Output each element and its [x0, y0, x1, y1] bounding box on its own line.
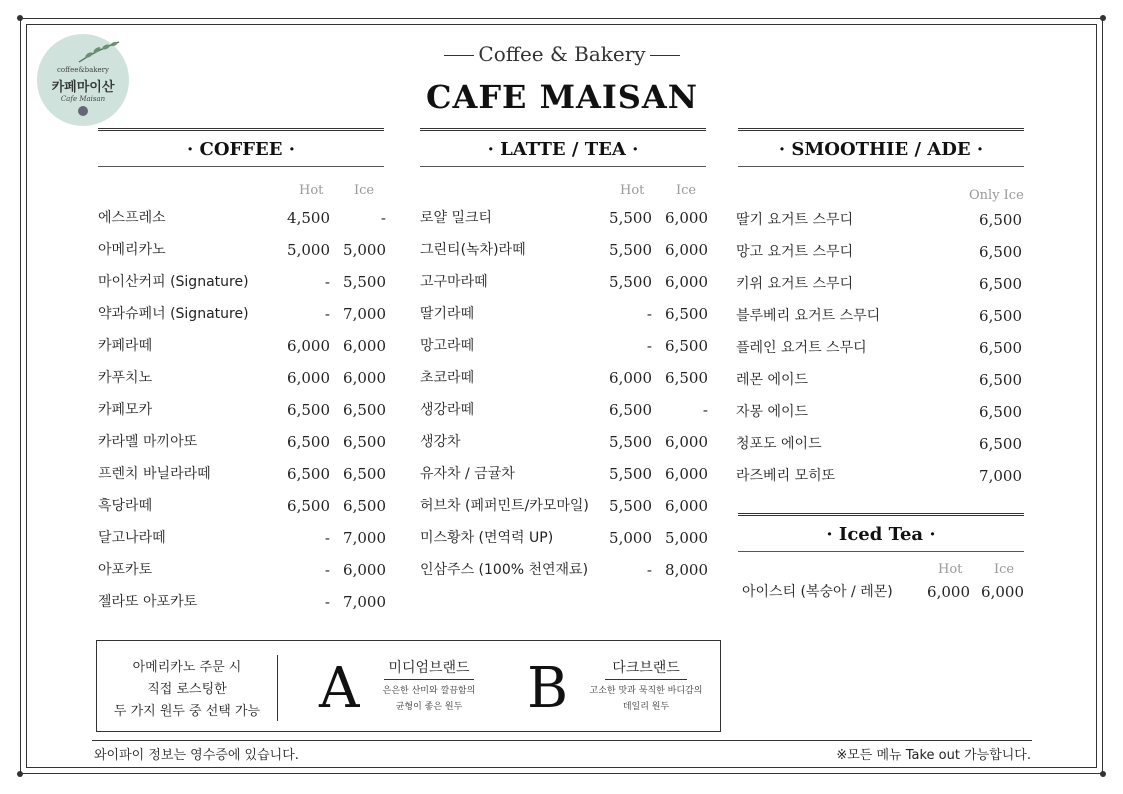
menu-item-name: 플레인 요거트 스무디 — [736, 340, 867, 356]
price-hot: 6,500 — [287, 433, 330, 451]
menu-item-name: 키위 요거트 스무디 — [736, 276, 854, 292]
menu-item — [98, 590, 388, 614]
price-ice: 7,000 — [979, 467, 1022, 485]
price-ice: - — [702, 401, 708, 419]
corner-dot — [17, 15, 23, 21]
page-title: CAFE MAISAN — [426, 78, 698, 116]
price-hot: - — [646, 561, 652, 579]
price-hot: 6,500 — [287, 401, 330, 419]
footer-divider — [92, 740, 1032, 741]
menu-item-name: 딸기 요거트 스무디 — [736, 212, 854, 228]
price-hot: - — [324, 305, 330, 323]
divider — [738, 551, 1024, 552]
menu-item-name: 딸기라떼 — [420, 306, 475, 322]
coffee-col-ice: Ice — [354, 183, 375, 198]
menu-item — [736, 208, 1024, 232]
price-ice: - — [380, 209, 386, 227]
bean-a-letter: A — [319, 656, 360, 721]
menu-item — [420, 526, 710, 550]
menu-item — [420, 302, 710, 326]
divider — [650, 55, 680, 56]
menu-item-name: 마이산커피 (Signature) — [98, 274, 249, 290]
menu-item-name: 카페모카 — [98, 402, 153, 418]
divider — [738, 166, 1024, 167]
menu-item — [736, 304, 1024, 328]
menu-item — [736, 336, 1024, 360]
price-ice: 6,500 — [979, 371, 1022, 389]
iced-tea-col-hot: Hot — [938, 562, 963, 577]
price-ice: 5,000 — [665, 529, 708, 547]
menu-item — [98, 526, 388, 550]
menu-item — [98, 398, 388, 422]
menu-item — [420, 270, 710, 294]
price-ice: 6,500 — [343, 497, 386, 515]
logo-small-text: coffee&bakery — [57, 66, 109, 74]
price-ice: 6,500 — [979, 403, 1022, 421]
price-hot: 5,000 — [609, 529, 652, 547]
coffee-col-hot: Hot — [299, 183, 324, 198]
price-ice: 6,500 — [979, 307, 1022, 325]
subtitle-text: Coffee & Bakery — [478, 42, 646, 66]
price-ice: 6,000 — [665, 273, 708, 291]
cafe-logo — [37, 34, 129, 126]
menu-item-name: 레몬 에이드 — [736, 372, 809, 388]
smoothie-section-title: · SMOOTHIE / ADE · — [778, 139, 984, 160]
coffee-section-title: · COFFEE · — [186, 139, 296, 160]
bean-b-letter: B — [527, 656, 569, 721]
latte-section-header — [420, 128, 706, 167]
logo-badge-icon — [78, 106, 88, 116]
info-line: 아메리카노 주문 시 — [132, 660, 242, 675]
menu-item — [420, 238, 710, 262]
price-ice: 6,000 — [981, 583, 1024, 601]
price-ice: 5,500 — [343, 273, 386, 291]
menu-item-name: 약과슈페너 (Signature) — [98, 306, 249, 322]
price-hot: 5,500 — [609, 273, 652, 291]
menu-item-name: 망고 요거트 스무디 — [736, 244, 854, 260]
bean-b-title: 다크브랜드 — [605, 657, 687, 680]
menu-item — [736, 400, 1024, 424]
iced-tea-section-title: · Iced Tea · — [826, 524, 936, 545]
price-ice: 6,500 — [979, 339, 1022, 357]
divider — [277, 655, 278, 721]
menu-item-name: 블루베리 요거트 스무디 — [736, 308, 881, 324]
menu-item-name: 허브차 (페퍼민트/카모마일) — [420, 498, 589, 514]
corner-dot — [17, 771, 23, 777]
menu-item — [736, 432, 1024, 456]
menu-item — [98, 430, 388, 454]
price-ice: 7,000 — [343, 529, 386, 547]
menu-item — [98, 494, 388, 518]
menu-item — [98, 462, 388, 486]
menu-item — [98, 366, 388, 390]
menu-item — [736, 464, 1024, 488]
price-hot: 6,000 — [609, 369, 652, 387]
menu-item — [736, 240, 1024, 264]
desc-line: 균형이 좋은 원두 — [395, 702, 463, 712]
menu-item-name: 망고라떼 — [420, 338, 475, 354]
price-hot: 5,500 — [609, 497, 652, 515]
menu-item-name: 자몽 에이드 — [736, 404, 809, 420]
price-ice: 6,500 — [979, 435, 1022, 453]
desc-line: 데일리 원두 — [622, 702, 670, 712]
price-ice: 7,000 — [343, 305, 386, 323]
price-hot: 5,500 — [609, 241, 652, 259]
menu-item-name: 미스황차 (면역력 UP) — [420, 530, 554, 546]
price-hot: - — [324, 273, 330, 291]
price-hot: 6,000 — [287, 337, 330, 355]
menu-item — [420, 462, 710, 486]
price-ice: 6,000 — [665, 209, 708, 227]
price-hot: 6,500 — [287, 497, 330, 515]
menu-item — [420, 398, 710, 422]
menu-item-name: 고구마라떼 — [420, 274, 488, 290]
desc-line: 고소한 맛과 묵직한 바디감의 — [589, 686, 703, 696]
menu-item-name: 흑당라떼 — [98, 498, 153, 514]
iced-tea-section-header — [738, 513, 1024, 552]
price-ice: 6,500 — [979, 275, 1022, 293]
price-ice: 8,000 — [665, 561, 708, 579]
price-hot: 5,500 — [609, 433, 652, 451]
price-hot: 5,500 — [609, 209, 652, 227]
desc-line: 은은한 산미와 깔끔함의 — [382, 686, 476, 696]
bean-a-title: 미디엄브랜드 — [384, 657, 474, 680]
menu-item — [420, 558, 710, 582]
menu-item — [98, 206, 388, 230]
menu-item-name: 유자차 / 금귤차 — [420, 466, 515, 482]
menu-item-name: 카페라떼 — [98, 338, 153, 354]
price-hot: - — [646, 305, 652, 323]
iced-tea-col-ice: Ice — [994, 562, 1015, 577]
menu-item — [420, 366, 710, 390]
menu-item — [736, 272, 1024, 296]
price-hot: - — [324, 593, 330, 611]
price-ice: 6,500 — [343, 401, 386, 419]
menu-item-name: 아포카토 — [98, 562, 153, 578]
price-ice: 6,000 — [665, 497, 708, 515]
info-line: 두 가지 원두 중 선택 가능 — [113, 704, 261, 719]
price-ice: 5,000 — [343, 241, 386, 259]
price-ice: 6,500 — [665, 337, 708, 355]
latte-col-ice: Ice — [676, 183, 697, 198]
corner-dot — [1100, 15, 1106, 21]
price-ice: 6,000 — [665, 465, 708, 483]
coffee-section-header — [98, 128, 384, 167]
latte-section-title: · LATTE / TEA · — [487, 139, 639, 160]
price-ice: 6,000 — [665, 241, 708, 259]
menu-item — [420, 206, 710, 230]
price-ice: 6,500 — [979, 243, 1022, 261]
menu-item — [420, 430, 710, 454]
menu-item-name: 젤라또 아포카토 — [98, 594, 198, 610]
menu-item-name: 카라멜 마끼아또 — [98, 434, 198, 450]
menu-item — [98, 558, 388, 582]
price-hot: 4,500 — [287, 209, 330, 227]
menu-item — [98, 302, 388, 326]
price-hot: - — [646, 337, 652, 355]
menu-item-name: 프렌치 바닐라라떼 — [98, 466, 211, 482]
menu-item — [98, 238, 388, 262]
price-ice: 6,500 — [665, 305, 708, 323]
menu-item-name: 에스프레소 — [98, 210, 166, 226]
price-ice: 6,500 — [343, 465, 386, 483]
logo-main-text: 카페마이산 — [51, 80, 115, 95]
leaf-icon — [77, 40, 121, 64]
divider — [420, 166, 706, 167]
smoothie-section-header — [738, 128, 1024, 167]
menu-item-name: 아메리카노 — [98, 242, 166, 258]
price-ice: 6,000 — [665, 433, 708, 451]
menu-item-name: 생강차 — [420, 434, 461, 450]
price-hot: - — [324, 561, 330, 579]
menu-item-name: 초코라떼 — [420, 370, 475, 386]
menu-item-name: 달고나라떼 — [98, 530, 166, 546]
takeout-note: ※모든 메뉴 Take out 가능합니다. — [836, 748, 1031, 763]
price-ice: 7,000 — [343, 593, 386, 611]
smoothie-col-only-ice: Only Ice — [969, 188, 1024, 203]
divider — [98, 166, 384, 167]
menu-item-name: 청포도 에이드 — [736, 436, 822, 452]
price-ice: 6,500 — [343, 433, 386, 451]
menu-item-name: 인삼주스 (100% 천연재료) — [420, 562, 589, 578]
menu-item-name: 카푸치노 — [98, 370, 153, 386]
info-line: 직접 로스팅한 — [147, 682, 227, 697]
menu-item — [420, 334, 710, 358]
bean-info-box — [96, 640, 721, 732]
menu-item-name: 생강라떼 — [420, 402, 475, 418]
price-ice: 6,500 — [665, 369, 708, 387]
price-ice: 6,000 — [343, 337, 386, 355]
corner-dot — [1100, 771, 1106, 777]
menu-item-name: 로얄 밀크티 — [420, 210, 493, 226]
price-hot: - — [324, 529, 330, 547]
wifi-note: 와이파이 정보는 영수증에 있습니다. — [94, 748, 299, 763]
price-hot: 5,500 — [609, 465, 652, 483]
menu-item — [98, 334, 388, 358]
price-hot: 6,000 — [927, 583, 970, 601]
menu-item — [98, 270, 388, 294]
menu-item-name: 그린티(녹차)라떼 — [420, 242, 526, 258]
header-subtitle — [412, 42, 712, 66]
menu-item — [742, 580, 1026, 604]
bean-b-description — [575, 683, 717, 715]
price-ice: 6,500 — [979, 211, 1022, 229]
price-hot: 6,500 — [609, 401, 652, 419]
price-ice: 6,000 — [343, 369, 386, 387]
bean-info-text — [97, 657, 277, 723]
menu-item-name: 라즈베리 모히또 — [736, 468, 836, 484]
logo-sub-text: Cafe Maisan — [60, 95, 106, 103]
price-hot: 6,000 — [287, 369, 330, 387]
latte-col-hot: Hot — [620, 183, 645, 198]
menu-item — [420, 494, 710, 518]
price-hot: 6,500 — [287, 465, 330, 483]
divider — [444, 55, 474, 56]
menu-item-name: 아이스티 (복숭아 / 레몬) — [742, 584, 893, 600]
bean-a-description — [369, 683, 489, 715]
price-ice: 6,000 — [343, 561, 386, 579]
menu-item — [736, 368, 1024, 392]
price-hot: 5,000 — [287, 241, 330, 259]
